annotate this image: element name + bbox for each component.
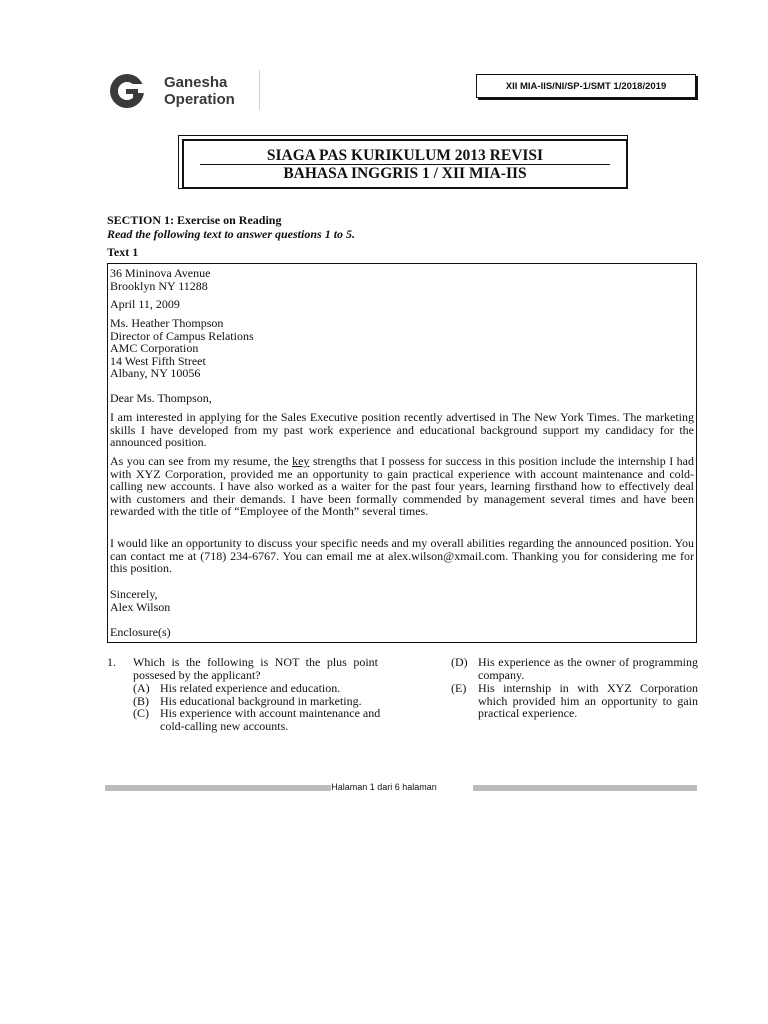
option-letter: (E) [451,681,467,695]
option-letter: (D) [451,655,468,669]
option-c: His experience with account maintenance and cold-calling new accounts. [160,706,381,733]
text-label: Text 1 [107,245,139,259]
title-line-2: BAHASA INGGRIS 1 / XII MIA-IIS [283,164,527,182]
letter-paragraph-2 [110,455,694,518]
letter-signature: Alex Wilson [110,600,171,614]
question-number: 1. [107,655,116,669]
paragraph-2-rest: strengths that I possess for success in this position include the internship I had with XYZ Corporation, provided me an opportunity to gain practical experience with account maintenance and cold-calling new accounts. I have also worked as a waiter for the past four years, learning firsthand how to effectively deal with customers and their demands. I have been formally commended by management several times and have been rewarded with the title of “Employee of the Month” several times. [110,454,694,518]
option-letter: (C) [133,706,149,720]
recipient-line: AMC Corporation [110,341,199,355]
logo-line-2: Operation [164,91,235,108]
section-instruction: Read the following text to answer questions 1 to 5. [107,227,356,241]
letter-paragraph-3: I would like an opportunity to discuss your specific needs and my overall abilities regarding the announced position. You can contact me at (718) 234-6767. You can email me at alex.wilson@xmail.com. Thanking you for considering me for this position. [110,536,694,575]
key-word: key [292,454,310,468]
letter-date: April 11, 2009 [110,297,180,311]
recipient-line: Albany, NY 10056 [110,366,201,380]
sender-address-line: 36 Mininova Avenue [110,266,211,280]
option-letter: (A) [133,681,150,695]
logo-wordmark [164,74,235,108]
sender-address-line: Brooklyn NY 11288 [110,278,208,293]
sender-address [110,267,694,292]
letter-closing: Sincerely, [110,587,158,601]
page-number: Halaman 1 dari 6 halaman [331,782,437,792]
recipient-line: Ms. Heather Thompson [110,316,224,330]
recipient-address [110,317,694,380]
option-e: His internship in with XYZ Corporation which provided him an opportunity to gain practical experience. [478,681,698,720]
recipient-line: 14 West Fifth Street [110,353,206,368]
option-a: His related experience and education. [160,681,341,695]
document-code: XII MIA-IIS/NI/SP-1/SMT 1/2018/2019 [476,74,696,98]
recipient-line: Director of Campus Relations [110,328,254,343]
logo-line-1: Ganesha [164,74,228,91]
title-line-1: SIAGA PAS KURIKULUM 2013 REVISI [266,146,544,164]
paragraph-2-start: As you can see from my resume, the [110,454,293,468]
question-stem: Which is the following is NOT the plus point possesed by the applicant? [133,655,378,682]
header-divider [259,70,260,110]
salutation: Dear Ms. Thompson, [110,391,212,405]
option-d: His experience as the owner of programming company. [478,655,698,682]
section-heading: SECTION 1: Exercise on Reading [107,213,282,227]
letter-enclosure: Enclosure(s) [110,625,171,639]
title-box [182,139,628,189]
option-b: His educational background in marketing. [160,694,362,708]
letter-paragraph-1: I am interested in applying for the Sales Executive position recently advertised in The New York Times. The marketing skills I have developed from my past work experience and educational background support my candidacy for the announced position. [110,410,694,449]
option-letter: (B) [133,694,149,708]
